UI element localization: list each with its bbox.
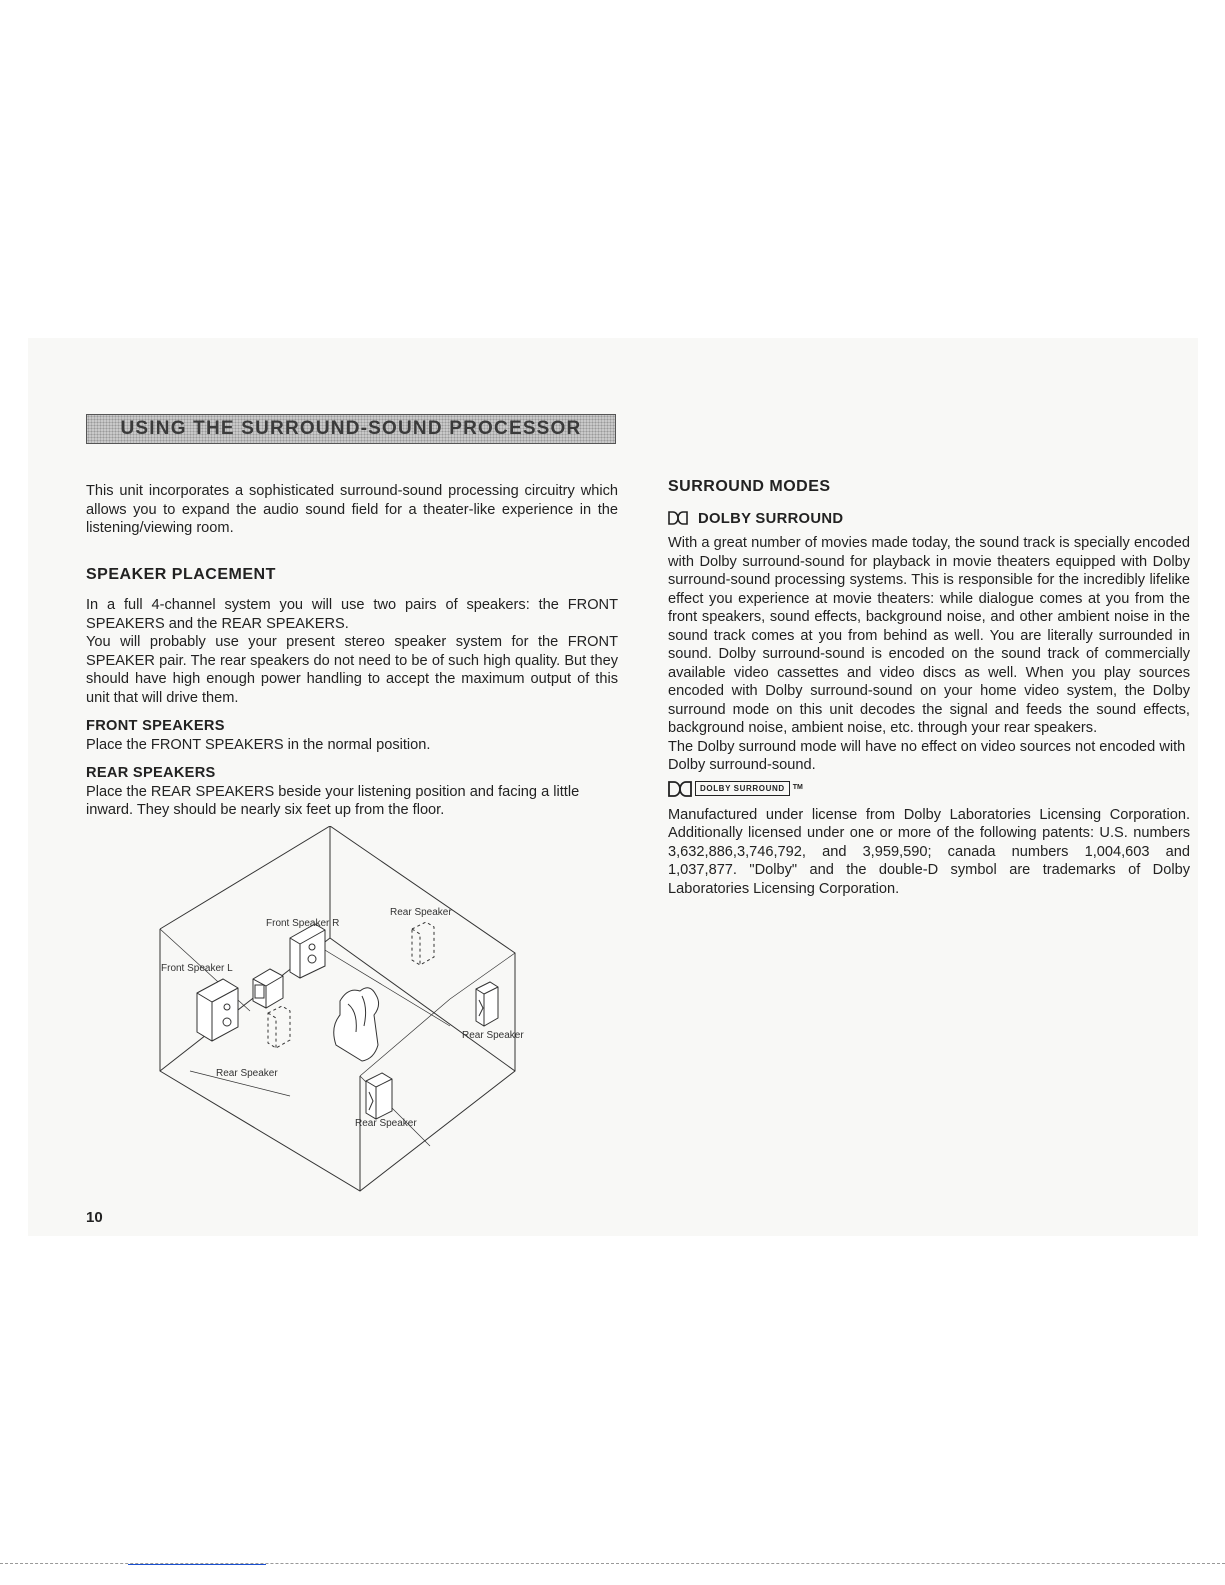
- dolby-surround-para2: The Dolby surround mode will have no effect on video sources not encoded with Dolby surround-sound.: [668, 738, 1186, 773]
- section-banner: [86, 414, 616, 444]
- television: [253, 969, 283, 1008]
- speaker-placement-heading: SPEAKER PLACEMENT: [86, 565, 276, 583]
- surround-modes-heading: SURROUND MODES: [668, 478, 831, 495]
- rear-speaker-top: [412, 922, 434, 965]
- label-rear-speaker-right: Rear Speaker: [462, 1030, 524, 1041]
- dolby-surround-logo-text: DOLBY SURROUND: [695, 781, 790, 796]
- label-rear-speaker-left: Rear Speaker: [216, 1068, 278, 1079]
- front-speakers-text: Place the FRONT SPEAKERS in the normal position.: [86, 736, 431, 753]
- banner-title: USING THE SURROUND-SOUND PROCESSOR: [120, 418, 582, 439]
- left-column: [86, 482, 618, 820]
- dolby-surround-para1: With a great number of movies made today, the sound track is specially encoded with Dolby surround-sound for playback in movie theaters equipped with Dolby surround-sound processing systems. This is responsible for the incredibly lifelike effect you experience at movie theaters: while dialogue comes at you from the front speakers, sound effects, background noise, and other ambient noise in the sound track comes at you from behind as well. You are literally surrounded in sound. Dolby surround-sound is encoded on the sound track of commercially available video cassettes and video discs as well. When you play sources encoded with Dolby surround-sound on your home video system, the Dolby surround mode on this unit decodes the signal and feeds the sound effects, background noise, ambient noise, etc. through your rear speakers.: [668, 535, 1190, 736]
- bottom-highlight-line: [128, 1564, 266, 1565]
- page-number: 10: [86, 1209, 103, 1226]
- label-front-speaker-r: Front Speaker R: [266, 918, 340, 929]
- double-d-icon: [668, 511, 688, 525]
- intro-paragraph: This unit incorporates a sophisticated surround-sound processing circuitry which allows you to expand the audio sound field for a theater-like experience in the listening/viewing room.: [86, 483, 618, 536]
- rear-speaker-bottom: [366, 1073, 392, 1119]
- dolby-logo: [668, 778, 1190, 800]
- license-paragraph: Manufactured under license from Dolby Laboratories Licensing Corporation. Additionally licensed under one or more of the following patents: U.S. numbers 3,632,886,3,746,792, and 3,959,590; canada numbers 1,004,603 and 1,037,877. "Dolby" and the double-D symbol are trademarks of Dolby Laboratories Licensing Corporation.: [668, 806, 1190, 897]
- speaker-placement-para2: You will probably use your present stereo speaker system for the FRONT SPEAKER pair. The rear speakers do not need to be of such high quality. But they should have high enough power handling to accept the maximum output of this unit that will drive them.: [86, 634, 618, 706]
- rear-speaker-left: [268, 1006, 290, 1048]
- dolby-surround-heading-row: [668, 510, 1190, 529]
- rear-speaker-right: [476, 982, 498, 1026]
- speaker-placement-diagram: [150, 826, 540, 1196]
- label-rear-speaker-bottom: Rear Speaker: [355, 1118, 417, 1129]
- dolby-surround-heading: DOLBY SURROUND: [698, 510, 844, 527]
- front-speaker-l: [197, 979, 238, 1041]
- front-speaker-r: [290, 924, 325, 978]
- armchair: [334, 988, 379, 1061]
- trademark-symbol: TM: [792, 784, 803, 792]
- front-speakers-heading: FRONT SPEAKERS: [86, 718, 225, 734]
- right-column: [668, 478, 1190, 898]
- label-rear-speaker-top: Rear Speaker: [390, 907, 452, 918]
- rear-speakers-heading: REAR SPEAKERS: [86, 765, 216, 781]
- dolby-double-d-logo-icon: [668, 781, 692, 797]
- label-front-speaker-l: Front Speaker L: [161, 963, 233, 974]
- speaker-placement-para1: In a full 4-channel system you will use two pairs of speakers: the FRONT SPEAKERS and the REAR SPEAKERS.: [86, 597, 618, 632]
- rear-speakers-text: Place the REAR SPEAKERS beside your listening position and facing a little inward. They should be nearly six feet up from the floor.: [86, 783, 580, 818]
